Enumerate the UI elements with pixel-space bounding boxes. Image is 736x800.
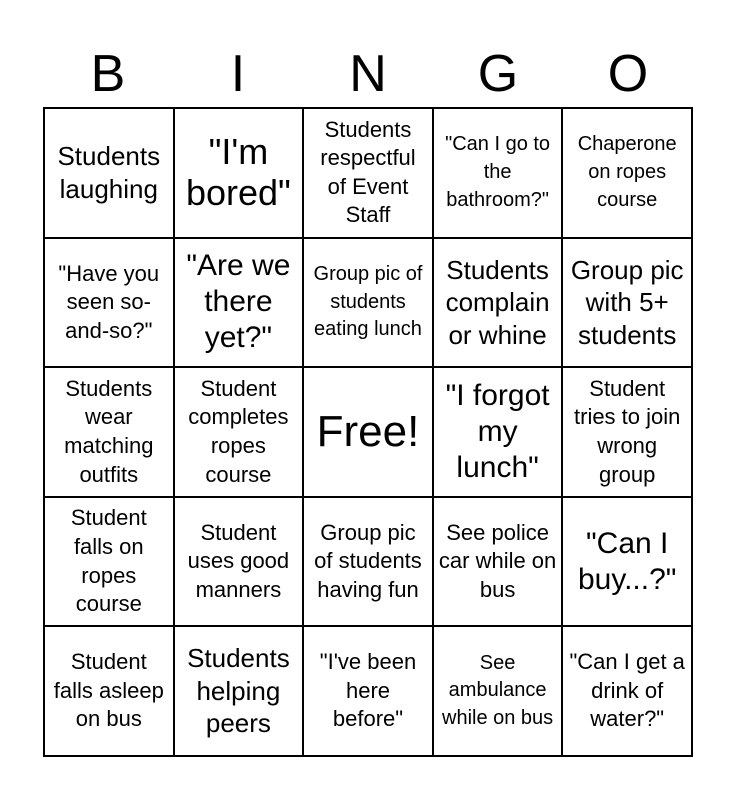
bingo-cell[interactable] — [562, 367, 692, 497]
cell-text: Student falls on ropes course — [70, 505, 147, 617]
bingo-header — [43, 40, 693, 108]
header-letter-b: B — [90, 45, 126, 103]
bingo-board — [43, 107, 693, 757]
bingo-cell[interactable] — [433, 626, 563, 756]
cell-text: Group pic with 5+ students — [570, 254, 684, 350]
bingo-cell[interactable] — [562, 238, 692, 368]
bingo-cell[interactable] — [174, 238, 304, 368]
bingo-free-cell[interactable] — [303, 367, 433, 497]
bingo-cell[interactable] — [433, 108, 563, 238]
bingo-cell[interactable] — [303, 626, 433, 756]
cell-text: "I forgot my lunch" — [445, 378, 550, 484]
bingo-cell[interactable] — [562, 108, 692, 238]
bingo-cell[interactable] — [44, 626, 174, 756]
cell-text: "Can I go to the bathroom?" — [445, 133, 551, 211]
cell-text: Student tries to join wrong group — [574, 375, 681, 487]
bingo-cell[interactable] — [433, 238, 563, 368]
bingo-cell[interactable] — [44, 497, 174, 627]
bingo-cell[interactable] — [44, 367, 174, 497]
bingo-cell[interactable] — [303, 497, 433, 627]
bingo-cell[interactable] — [562, 497, 692, 627]
cell-text: Students respectful of Event Staff — [320, 116, 416, 228]
header-letter-n: N — [349, 45, 387, 103]
bingo-cell[interactable] — [44, 108, 174, 238]
cell-text: Student uses good manners — [187, 519, 290, 602]
bingo-cell[interactable] — [174, 108, 304, 238]
cell-text: Students helping peers — [187, 643, 290, 739]
header-letter-i: I — [230, 45, 246, 103]
cell-text: Student falls asleep on bus — [53, 649, 164, 732]
cell-text: Chaperone on ropes course — [577, 133, 677, 211]
bingo-cell[interactable] — [174, 626, 304, 756]
bingo-cell[interactable] — [433, 497, 563, 627]
cell-text: See ambulance while on bus — [442, 651, 554, 729]
bingo-cell[interactable] — [44, 238, 174, 368]
bingo-cell[interactable] — [562, 626, 692, 756]
bingo-cell[interactable] — [174, 497, 304, 627]
bingo-cell[interactable] — [303, 108, 433, 238]
bingo-cell[interactable] — [174, 367, 304, 497]
bingo-cell[interactable] — [433, 367, 563, 497]
cell-text: See police car while on bus — [438, 519, 557, 602]
cell-text: Students complain or whine — [445, 254, 550, 350]
cell-text: "Have you seen so-and-so?" — [58, 260, 160, 343]
cell-text: Students laughing — [57, 141, 161, 204]
header-letter-g: G — [477, 45, 519, 103]
bingo-cell[interactable] — [303, 238, 433, 368]
cell-text: Students wear matching outfits — [64, 375, 154, 487]
cell-text: Student completes ropes course — [188, 375, 289, 487]
cell-text: "Are we there yet?" — [186, 249, 291, 355]
cell-text: Group pic of students eating lunch — [313, 263, 423, 341]
cell-text: "I've been here before" — [319, 649, 417, 732]
cell-text: "I'm bored" — [185, 131, 291, 213]
cell-text: Group pic of students having fun — [314, 519, 422, 602]
cell-text: "Can I buy...?" — [577, 526, 677, 596]
header-letter-o: O — [607, 45, 649, 103]
cell-text: Free! — [316, 406, 420, 456]
cell-text: "Can I get a drink of water?" — [569, 649, 685, 732]
